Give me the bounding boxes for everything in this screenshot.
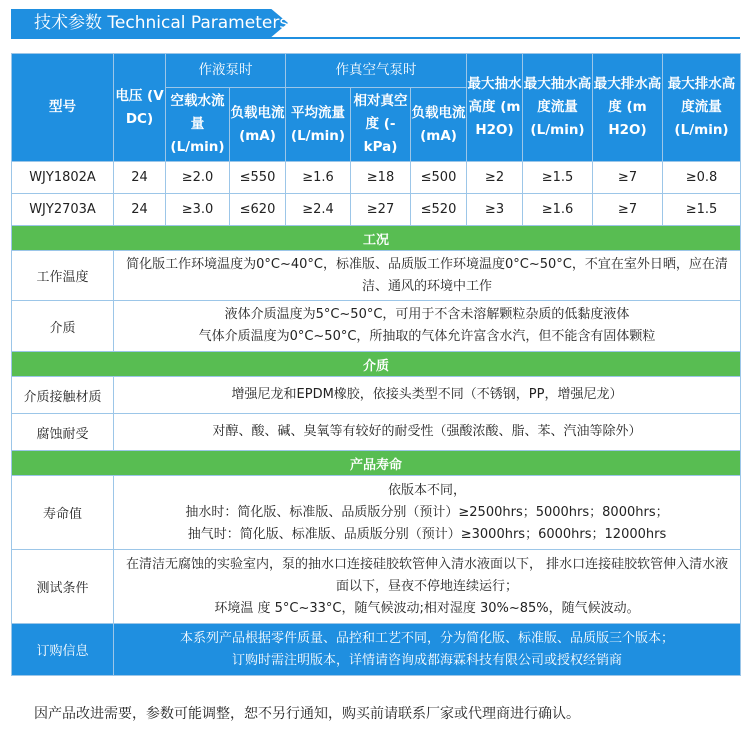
header-group-vacuum: 作真空气泵时 (286, 54, 467, 88)
cell-max-discharge-height: ≥7 (593, 162, 663, 194)
section-band-medium: 介质 (12, 352, 741, 377)
label-medium: 介质 (12, 301, 114, 352)
value-corrosion-resistance: 对醇、酸、碱、臭氧等有较好的耐受性（强酸浓酸、脂、苯、汽油等除外） (114, 414, 741, 451)
header-liquid-flow: 空载水流量 (L/min) (166, 88, 230, 162)
ordering-line: 订购时需注明版本，详情请咨询成都海霖科技有限公司或授权经销商 (232, 652, 623, 668)
cell-max-suction-height: ≥2 (467, 162, 523, 194)
parameters-table (11, 53, 741, 676)
table-row (12, 162, 741, 194)
value-lifetime (114, 476, 741, 550)
cell-max-discharge-height: ≥7 (593, 194, 663, 226)
header-max-discharge-height: 最大排水高度 (m H2O) (593, 54, 663, 162)
label-ordering-info: 订购信息 (12, 624, 114, 676)
lifetime-water-line: 抽水时：简化版、标准版、品质版分别（预计）≥2500hrs；5000hrs；8000hrs； (185, 504, 669, 520)
cell-vacuum-relative: ≥18 (351, 162, 411, 194)
label-test-conditions: 测试条件 (12, 550, 114, 624)
cell-model: WJY2703A (12, 194, 114, 226)
cell-vacuum-flow: ≥2.4 (286, 194, 351, 226)
section-band-conditions: 工况 (12, 226, 741, 251)
cell-max-discharge-flow: ≥1.5 (663, 194, 741, 226)
cell-max-suction-flow: ≥1.5 (523, 162, 593, 194)
value-medium (114, 301, 741, 352)
header-max-suction-height: 最大抽水高度 (m H2O) (467, 54, 523, 162)
header-underline (11, 37, 740, 39)
table-row (12, 194, 741, 226)
cell-vacuum-current: ≤520 (411, 194, 467, 226)
section-header (0, 0, 750, 38)
medium-gas-line: 气体介质温度为0°C~50°C，所抽取的气体允许富含水汽，但不能含有固体颗粒 (198, 329, 656, 344)
test-environment-line: 环境温 度 5°C~33°C，随气候波动;相对湿度 30%~85%，随气候波动。 (214, 600, 640, 616)
value-working-temperature: 简化版工作环境温度为0°C~40°C，标准版、品质版工作环境温度0°C~50°C，不宜在室外日晒，应在清洁、通风的环境中工作 (114, 251, 741, 301)
header-group-liquid: 作液泵时 (166, 54, 286, 88)
label-working-temperature: 工作温度 (12, 251, 114, 301)
header-vacuum-current: 负载电流 (mA) (411, 88, 467, 162)
cell-liquid-current: ≤550 (230, 162, 286, 194)
header-model: 型号 (12, 54, 114, 162)
cell-liquid-current: ≤620 (230, 194, 286, 226)
cell-vacuum-flow: ≥1.6 (286, 162, 351, 194)
cell-liquid-flow: ≥2.0 (166, 162, 230, 194)
page-title: 技术参数 Technical Parameters (34, 13, 289, 33)
footer-note: 因产品改进需要，参数可能调整，恕不另行通知，购买前请联系厂家或代理商进行确认。 (34, 706, 580, 722)
cell-max-suction-flow: ≥1.6 (523, 194, 593, 226)
label-corrosion-resistance: 腐蚀耐受 (12, 414, 114, 451)
cell-max-discharge-flow: ≥0.8 (663, 162, 741, 194)
header-vacuum-relative: 相对真空度 (-kPa) (351, 88, 411, 162)
cell-vacuum-current: ≤500 (411, 162, 467, 194)
value-ordering-info (114, 624, 741, 676)
label-contact-material: 介质接触材质 (12, 377, 114, 414)
cell-voltage: 24 (114, 194, 166, 226)
lifetime-intro-line: 依版本不同， (388, 482, 467, 498)
cell-vacuum-relative: ≥27 (351, 194, 411, 226)
header-max-discharge-flow: 最大排水高度流量 (L/min) (663, 54, 741, 162)
lifetime-air-line: 抽气时：简化版、标准版、品质版分别（预计）≥3000hrs；6000hrs；12000hrs (187, 526, 667, 542)
header-vacuum-flow: 平均流量 (L/min) (286, 88, 351, 162)
medium-liquid-line: 液体介质温度为5°C~50°C，可用于不含未溶解颗粒杂质的低黏度液体 (224, 307, 630, 322)
cell-max-suction-height: ≥3 (467, 194, 523, 226)
header-max-suction-flow: 最大抽水高度流量 (L/min) (523, 54, 593, 162)
cell-model: WJY1802A (12, 162, 114, 194)
value-contact-material: 增强尼龙和EPDM橡胶，依接头类型不同（不锈钢，PP，增强尼龙） (114, 377, 741, 414)
test-setup-line: 在清洁无腐蚀的实验室内，泵的抽水口连接硅胶软管伸入清水液面以下， 排水口连接硅胶软管伸入清水液面以下，昼夜不停地连续运行； (125, 556, 729, 594)
cell-voltage: 24 (114, 162, 166, 194)
section-band-lifetime: 产品寿命 (12, 451, 741, 476)
header-voltage: 电压 (V DC) (114, 54, 166, 162)
value-test-conditions (114, 550, 741, 624)
header-liquid-current: 负载电流 (mA) (230, 88, 286, 162)
label-lifetime: 寿命值 (12, 476, 114, 550)
cell-liquid-flow: ≥3.0 (166, 194, 230, 226)
ordering-line: 本系列产品根据零件质量、品控和工艺不同，分为简化版、标准版、品质版三个版本； (180, 630, 675, 646)
